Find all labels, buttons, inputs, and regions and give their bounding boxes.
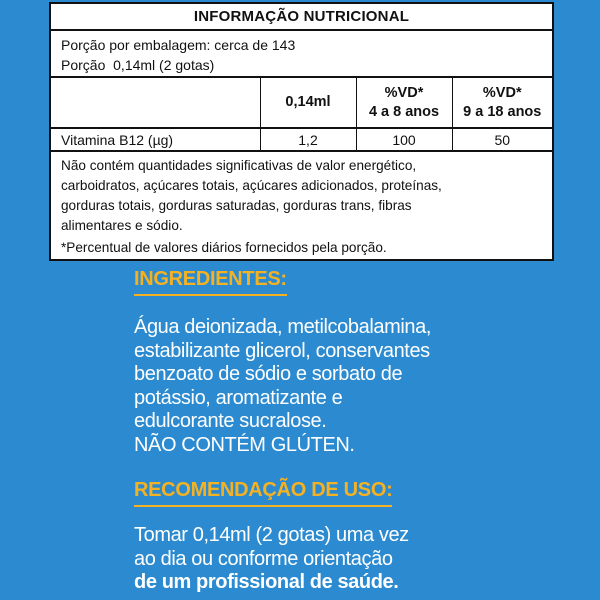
header-cell-amount: [260, 78, 356, 128]
note-line: carboidratos, açúcares totais, açúcares adicionados, proteínas,: [61, 178, 442, 193]
header-vd-label: %VD*: [482, 84, 522, 101]
footnote: *Percentual de valores diários fornecidos pela porção.: [61, 240, 387, 255]
header-age-range: 4 a 8 anos: [368, 103, 440, 120]
table-header-row: [51, 78, 552, 128]
ingredients-line: potássio, aromatizante e: [134, 386, 343, 409]
usage-line-emphasis: de um profissional de saúde.: [134, 571, 399, 593]
nutrient-amount: 1,2: [260, 128, 356, 151]
usage-heading: [134, 478, 392, 507]
ingredients-text: [134, 316, 431, 457]
table-row: [51, 128, 552, 151]
usage-text: [134, 524, 409, 595]
servings-per-package: Porção por embalagem: cerca de 143: [61, 37, 296, 53]
header-cell-empty: [51, 78, 260, 128]
usage-section: [134, 478, 409, 595]
usage-heading-text: RECOMENDAÇÃO DE USO:: [134, 479, 393, 501]
ingredients-heading-text: INGREDIENTES:: [134, 268, 287, 290]
header-vd-label: %VD*: [384, 84, 424, 101]
ingredients-line: edulcorante sucralose.: [134, 410, 327, 432]
heading-underline: [134, 294, 287, 296]
ingredients-line: estabilizante glicerol, conservantes: [134, 339, 430, 362]
serving-size: Porção 0,14ml (2 gotas): [61, 57, 215, 73]
usage-line: Tomar 0,14ml (2 gotas) uma vez: [134, 524, 409, 546]
ingredients-line: benzoato de sódio e sorbato de: [134, 363, 403, 385]
nutrition-note: [51, 152, 552, 258]
nutrition-title: INFORMAÇÃO NUTRICIONAL: [51, 4, 552, 31]
nutrient-name: Vitamina B12 (µg): [51, 128, 260, 151]
nutrient-vd-9-18: 50: [452, 128, 552, 151]
header-amount-label: 0,14ml: [285, 94, 331, 110]
gluten-free-statement: NÃO CONTÉM GLÚTEN.: [134, 433, 355, 456]
nutrition-facts-table: [49, 2, 554, 261]
nutrient-vd-4-8: 100: [356, 128, 452, 151]
note-line: Não contém quantidades significativas de valor energético,: [61, 158, 417, 173]
serving-info: [51, 31, 552, 78]
ingredients-heading: [134, 267, 287, 296]
usage-line: ao dia ou conforme orientação: [134, 547, 393, 570]
ingredients-section: [134, 267, 431, 457]
note-line: gorduras totais, gorduras saturadas, gorduras trans, fibras: [61, 198, 412, 213]
ingredients-line: Água deionizada, metilcobalamina,: [134, 316, 431, 338]
header-cell-vd-4-8: [356, 78, 452, 128]
note-line: alimentares e sódio.: [61, 218, 183, 233]
heading-underline: [134, 505, 392, 507]
header-age-range: 9 a 18 anos: [463, 103, 542, 120]
header-cell-vd-9-18: [452, 78, 552, 128]
nutrient-table: [51, 78, 552, 152]
